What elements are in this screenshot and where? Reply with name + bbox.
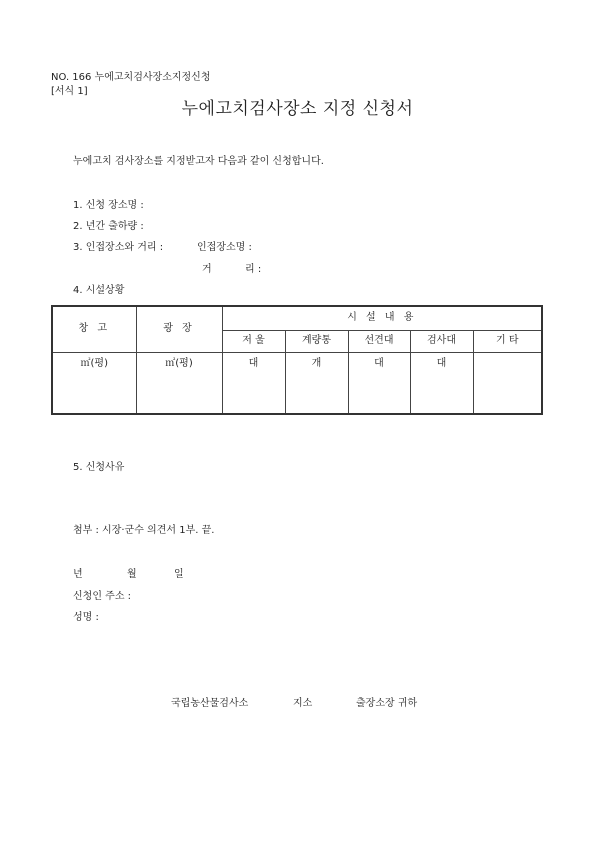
recipient-branch: 지소 bbox=[293, 698, 313, 709]
header-yard: 광 장 bbox=[136, 306, 222, 352]
item-annual-output: 2. 년간 출하량 : bbox=[73, 221, 144, 232]
cell-yard-area: ㎡(평) bbox=[136, 352, 222, 414]
form-tag: [서식 1] bbox=[51, 86, 88, 97]
recipient-office: 국립농산물검사소 bbox=[171, 698, 249, 709]
item-reason: 5. 신청사유 bbox=[73, 462, 125, 473]
cell-sorting-unit: 대 bbox=[348, 352, 410, 414]
document-title: 누에고치검사장소 지정 신청서 bbox=[181, 99, 414, 119]
recipient-outpost: 출장소장 귀하 bbox=[356, 698, 418, 709]
cell-other-unit bbox=[473, 352, 542, 414]
intro-text: 누에고치 검사장소를 지정받고자 다음과 같이 신청합니다. bbox=[73, 156, 324, 167]
form-number: NO. 166 누에고치검사장소지정신청 bbox=[51, 72, 211, 83]
header-facility-content: 시 설 내 용 bbox=[222, 306, 542, 330]
applicant-name: 성명 : bbox=[73, 612, 99, 623]
header-warehouse: 창 고 bbox=[52, 306, 136, 352]
col-inspection-table: 검사대 bbox=[410, 330, 473, 352]
col-measuring-bin: 계량통 bbox=[285, 330, 348, 352]
facility-table bbox=[51, 305, 543, 415]
item-facility: 4. 시설상황 bbox=[73, 285, 125, 296]
item-adjacent-distance: 3. 인접장소와 거리 : bbox=[73, 242, 164, 253]
cell-warehouse-area: ㎡(평) bbox=[52, 352, 136, 414]
item-adjacent-name: 인접장소명 : bbox=[197, 242, 252, 253]
item-distance-a: 거 bbox=[202, 264, 212, 275]
col-scale: 저 울 bbox=[222, 330, 285, 352]
col-sorting-table: 선견대 bbox=[348, 330, 410, 352]
applicant-address: 신청인 주소 : bbox=[73, 591, 132, 602]
item-place-name: 1. 신청 장소명 : bbox=[73, 200, 144, 211]
date-year: 년 bbox=[73, 569, 83, 580]
col-other: 기 타 bbox=[473, 330, 542, 352]
cell-bin-unit: 개 bbox=[285, 352, 348, 414]
item-distance-b: 리 : bbox=[245, 264, 262, 275]
cell-scale-unit: 대 bbox=[222, 352, 285, 414]
cell-inspection-unit: 대 bbox=[410, 352, 473, 414]
date-month: 월 bbox=[127, 569, 137, 580]
attachment-note: 첨부 : 시장·군수 의견서 1부. 끝. bbox=[73, 525, 215, 536]
date-day: 일 bbox=[174, 569, 184, 580]
